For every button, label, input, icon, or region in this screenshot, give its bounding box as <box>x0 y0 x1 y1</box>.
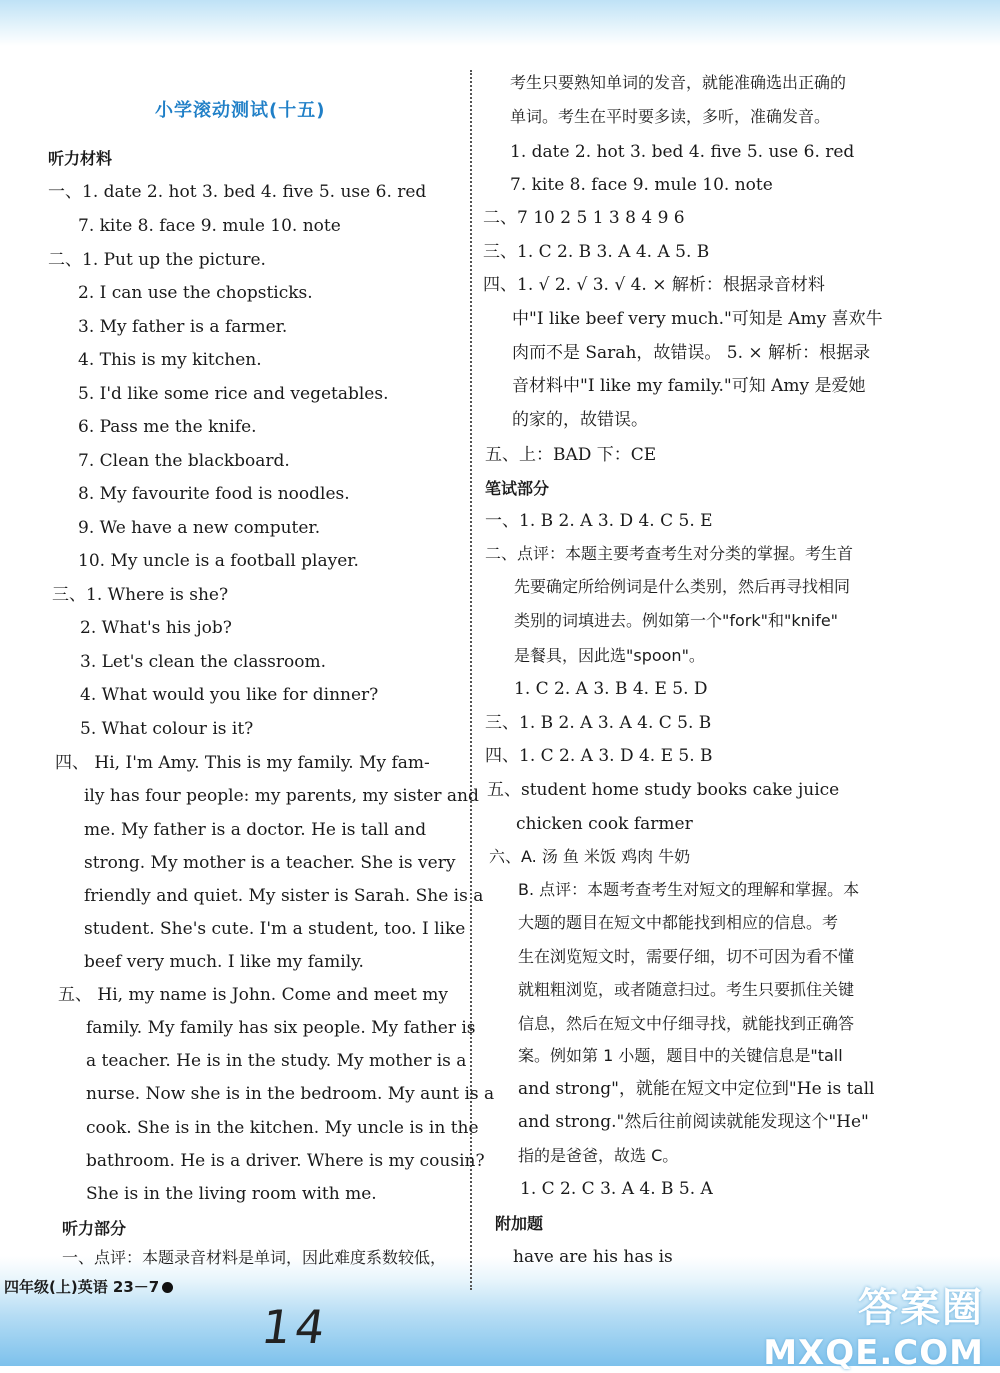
section-heading-listening-material: 听力材料 <box>48 149 113 168</box>
footer-label-text: 四年级(上)英语 23－7 <box>4 1278 160 1296</box>
text-line: 考生只要熟知单词的发音，就能准确选出正确的 <box>510 73 847 92</box>
text-line: 肉而不是 Sarah，故错误。 5. × 解析：根据录 <box>512 343 871 363</box>
text-line: 4. This is my kitchen. <box>78 350 262 370</box>
passage-line: nurse. Now she is in the bedroom. My aunt is a <box>86 1084 495 1104</box>
text-line: and strong"，就能在短文中定位到"He is tall <box>518 1079 875 1099</box>
text-line: 三、1. B 2. A 3. A 4. C 5. B <box>485 713 712 733</box>
passage-line: 四、 Hi, I'm Amy. This is my family. My fam- <box>55 753 430 773</box>
text-line: 信息，然后在短文中仔细寻找，就能找到正确答 <box>518 1014 855 1033</box>
text-line: chicken cook farmer <box>516 814 693 834</box>
text-line: 一、1. date 2. hot 3. bed 4. five 5. use 6. red <box>48 182 427 202</box>
text-line: 2. What's his job? <box>80 618 232 638</box>
text-line: 6. Pass me the knife. <box>78 417 257 437</box>
text-line: 1. C 2. A 3. B 4. E 5. D <box>514 679 708 699</box>
text-line: 是餐具，因此选"spoon"。 <box>514 646 705 665</box>
text-line: 就粗粗浏览，或者随意扫过。考生只要抓住关键 <box>518 980 855 999</box>
text-line: 三、1. C 2. B 3. A 4. A 5. B <box>483 242 710 262</box>
text-line: 7. kite 8. face 9. mule 10. note <box>78 216 341 236</box>
text-line: 案。例如第 1 小题，题目中的关键信息是"tall <box>518 1046 843 1065</box>
text-line: 三、1. Where is she? <box>52 585 229 605</box>
text-line: 五、上：BAD 下：CE <box>485 445 657 465</box>
text-line: 3. Let's clean the classroom. <box>80 652 327 672</box>
text-line: 大题的题目在短文中都能找到相应的信息。考 <box>518 913 839 932</box>
text-line: 2. I can use the chopsticks. <box>78 283 313 303</box>
text-line: 4. What would you like for dinner? <box>80 685 379 705</box>
passage-line: ily has four people: my parents, my sister and <box>84 786 479 806</box>
text-line: 五、student home study books cake juice <box>487 780 840 800</box>
text-line: 二、7 10 2 5 1 3 8 4 9 6 <box>483 208 685 228</box>
text-line: 的家的，故错误。 <box>512 410 648 430</box>
text-line: 指的是爸爸，故选 C。 <box>518 1146 679 1165</box>
passage-line: student. She's cute. I'm a student, too. I like <box>84 919 466 939</box>
watermark-title: 答案圈 <box>858 1285 984 1331</box>
watermark <box>763 1276 984 1373</box>
text-line: 1. date 2. hot 3. bed 4. five 5. use 6. red <box>510 142 855 162</box>
text-line: 10. My uncle is a football player. <box>78 551 359 571</box>
text-line: 7. kite 8. face 9. mule 10. note <box>510 175 773 195</box>
passage-line: me. My father is a doctor. He is tall and <box>84 820 427 840</box>
text-line: 生在浏览短文时，需要仔细，切不可因为看不懂 <box>518 947 855 966</box>
passage-line: beef very much. I like my family. <box>84 952 364 972</box>
passage-line: 五、 Hi, my name is John. Come and meet my <box>58 985 448 1005</box>
text-line: 7. Clean the blackboard. <box>78 451 290 471</box>
passage-line: bathroom. He is a driver. Where is my cousin? <box>86 1151 485 1171</box>
column-divider <box>470 70 472 1290</box>
top-decorative-band <box>0 0 1000 46</box>
bullet-dot <box>162 1282 173 1293</box>
text-line: 类别的词填进去。例如第一个"fork"和"knife" <box>514 611 839 630</box>
text-line: 四、1. √ 2. √ 3. √ 4. × 解析：根据录音材料 <box>483 275 825 295</box>
text-line: 四、1. C 2. A 3. D 4. E 5. B <box>485 746 713 766</box>
text-line: 音材料中"I like my family."可知 Amy 是爱她 <box>512 376 866 396</box>
page-title: 小学滚动测试(十五) <box>155 100 326 121</box>
passage-line: family. My family has six people. My father is <box>86 1018 476 1038</box>
section-heading-listening-part: 听力部分 <box>62 1219 127 1238</box>
text-line: 六、A. 汤 鱼 米饭 鸡肉 牛奶 <box>489 847 691 866</box>
text-line: 3. My father is a farmer. <box>78 317 288 337</box>
text-line: 8. My favourite food is noodles. <box>78 484 350 504</box>
passage-line: a teacher. He is in the study. My mother is a <box>86 1051 467 1071</box>
text-line: 一、1. B 2. A 3. D 4. C 5. E <box>485 511 713 531</box>
text-line: 5. What colour is it? <box>80 719 254 739</box>
text-line: 二、点评：本题主要考查考生对分类的掌握。考生首 <box>485 544 854 563</box>
footer-label <box>4 1276 173 1297</box>
section-heading-written-part: 笔试部分 <box>485 479 550 498</box>
text-line: and strong."然后往前阅读就能发现这个"He" <box>518 1112 869 1132</box>
text-line: have are his has is <box>513 1247 673 1267</box>
text-line: 二、1. Put up the picture. <box>48 250 266 270</box>
passage-line: friendly and quiet. My sister is Sarah. She is a <box>84 886 484 906</box>
text-line: 单词。考生在平时要多读，多听，准确发音。 <box>510 107 831 126</box>
text-line: 中"I like beef very much."可知是 Amy 喜欢牛 <box>512 309 883 329</box>
passage-line: cook. She is in the kitchen. My uncle is in the <box>86 1118 479 1138</box>
passage-line: She is in the living room with me. <box>86 1184 377 1204</box>
watermark-url: MXQE.COM <box>763 1333 984 1373</box>
section-heading-extra-question: 附加题 <box>495 1214 544 1233</box>
text-line: 1. C 2. C 3. A 4. B 5. A <box>520 1179 713 1199</box>
text-line: 先要确定所给例词是什么类别，然后再寻找相同 <box>514 577 851 596</box>
text-line: 9. We have a new computer. <box>78 518 321 538</box>
passage-line: strong. My mother is a teacher. She is very <box>84 853 456 873</box>
handwritten-page-number: 14 <box>258 1300 333 1354</box>
text-line: B. 点评：本题考查考生对短文的理解和掌握。本 <box>518 880 860 899</box>
text-line: 5. I'd like some rice and vegetables. <box>78 384 389 404</box>
text-line: 一、点评：本题录音材料是单词，因此难度系数较低， <box>62 1248 447 1267</box>
